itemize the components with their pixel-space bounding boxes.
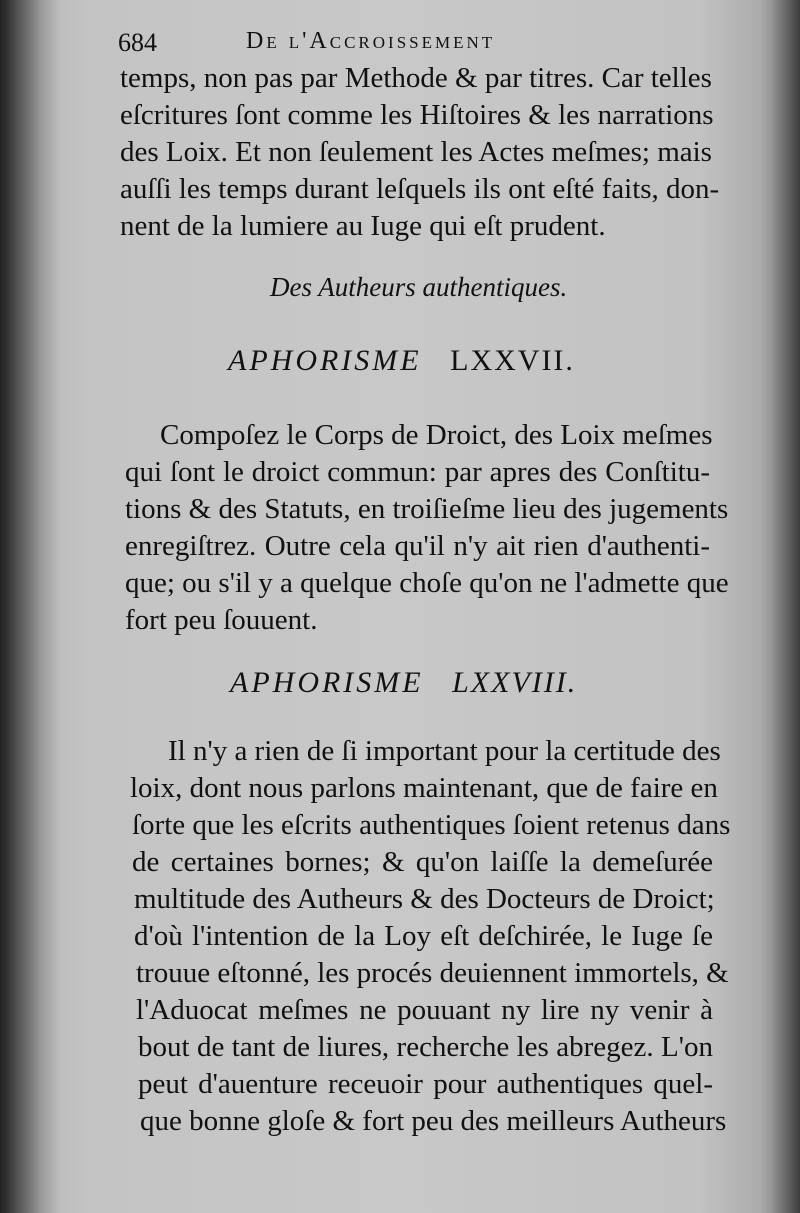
text-line: Il n'y a rien de ſi important pour la certitude des: [168, 735, 721, 767]
running-head: [118, 28, 718, 64]
text-line: des Loix. Et non ſeulement les Actes meſmes; mais: [120, 136, 712, 168]
section-subheading: Des Autheurs authentiques.: [270, 272, 568, 302]
text-line: Compoſez le Corps de Droict, des Loix meſmes: [160, 419, 713, 451]
gutter-shadow: [0, 0, 60, 1213]
text-line: tions & des Statuts, en troiſieſme lieu des jugements: [125, 493, 729, 525]
text-line: qui ſont le droict commun: par apres des Conſtitu-: [125, 456, 710, 488]
text-line: d'où l'intention de la Loy eſt deſchirée, le Iuge ſe: [134, 920, 713, 952]
text-line: que; ou s'il y a quelque choſe qu'on ne l'admette que: [125, 567, 729, 599]
aphorism-heading-78: [230, 666, 577, 700]
page-number: 684: [118, 28, 157, 57]
running-title: De l'Accroissement: [246, 28, 496, 54]
page-edge-shadow: [760, 0, 800, 1213]
text-line: auſſi les temps durant leſquels ils ont eſté faits, don-: [120, 173, 720, 205]
text-line: enregiſtrez. Outre cela qu'il n'y ait rien d'authenti-: [125, 530, 710, 562]
text-line: multitude des Autheurs & des Docteurs de Droict;: [134, 883, 715, 915]
text-line: que bonne gloſe & fort peu des meilleurs Autheurs: [140, 1105, 727, 1137]
text-line: trouue eſtonné, les procés deuiennent immortels, &: [136, 957, 729, 989]
text-line: loix, dont nous parlons maintenant, que de faire en: [130, 772, 718, 804]
aphorism-number: LXXVII.: [450, 344, 575, 377]
text-line: peut d'auenture receuoir pour authentiques quel-: [138, 1068, 713, 1100]
text-line: fort peu ſouuent.: [125, 604, 318, 636]
text-line: l'Aduocat meſmes ne pouuant ny lire ny venir à: [136, 994, 713, 1026]
text-line: ſorte que les eſcrits authentiques ſoient retenus dans: [132, 809, 731, 841]
text-line: nent de la lumiere au Iuge qui eſt prudent.: [120, 210, 606, 242]
text-line: temps, non pas par Methode & par titres. Car telles: [120, 62, 712, 94]
aphorism-heading-77: [228, 344, 575, 378]
aphorism-label: APHORISME: [230, 666, 424, 699]
text-line: eſcritures ſont comme les Hiſtoires & les narrations: [120, 99, 714, 131]
aphorism-number: LXXVIII.: [452, 666, 578, 699]
aphorism-label: APHORISME: [228, 344, 422, 377]
text-line: de certaines bornes; & qu'on laiſſe la demeſurée: [132, 846, 713, 878]
text-line: bout de tant de liures, recherche les abregez. L'on: [138, 1031, 713, 1063]
